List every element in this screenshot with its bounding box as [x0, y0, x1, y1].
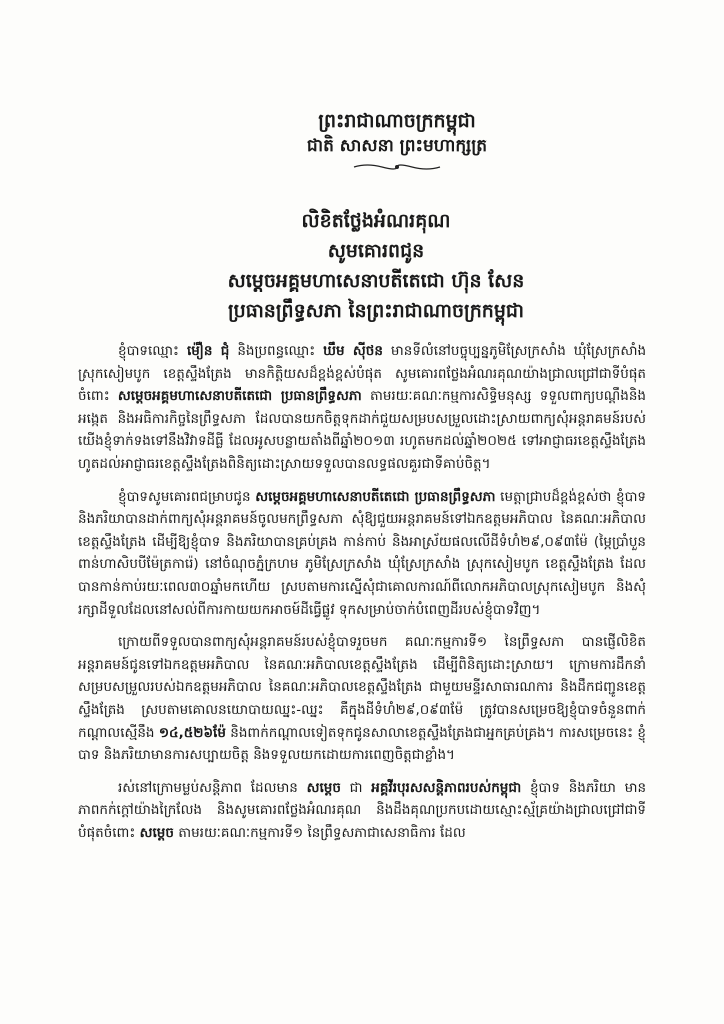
paragraph-4	[78, 777, 646, 845]
text: ខ្ញុំបាទឈ្មោះ	[118, 343, 179, 359]
recipient-emphasis: សម្តេចអគ្គមហាសេនាបតីតេជោ ប្រធានព្រឹទ្ធសភា	[117, 388, 362, 405]
area-emphasis: ១៤,៥២៦ម៉ែ	[158, 724, 226, 741]
title-line-respect: សូមគោរពជូន	[327, 240, 425, 262]
name-wife: ឃឹម ស៊ីថន	[323, 343, 383, 359]
paragraph-2	[78, 486, 646, 622]
text: រស់នៅក្រោមម្លប់សន្តិភាព ដែលមាន	[118, 779, 298, 796]
title-emphasis: អគ្គវីរបុរសសន្តិភាពរបស់កម្ពុជា	[371, 779, 522, 796]
text: និងប្រពន្ធឈ្មោះ	[237, 343, 316, 359]
recipient-emphasis: សម្តេចអគ្គមហាសេនាបតីតេជោ ប្រធានព្រឹទ្ធសភា	[255, 488, 496, 505]
national-motto: ជាតិ សាសនា ព្រះមហាក្សត្រ	[306, 136, 488, 156]
text: ជា	[349, 779, 363, 796]
paragraph-1	[78, 340, 646, 476]
ornament-divider-icon	[352, 162, 442, 172]
text: និងពាក់កណ្តាលទៀតទុកជូនសាលាខេត្តស្ទឹងត្រែងជាអ្នកគ្រប់គ្រង។ ការសម្រេចនេះ ខ្ញុំបាទ និងភរិយាមានការសប្បាយចិត្ត និងទទួលយកដោយការពេញចិត្តជាខ្លាំង។	[78, 724, 646, 764]
recipient-emphasis: សម្តេច	[306, 779, 341, 796]
text: មានទីលំនៅបច្ចុប្បន្នភូមិស្រែក្រសាំង ឃុំស្រែក្រសាំង ស្រុកសៀមបូក ខេត្តស្ទឹងត្រែង មានកិត្តិយសដ៏ខ្ពង់ខ្ពស់បំផុត សូមគោរពថ្លែងអំណរគុណយ៉ាងជ្រាលជ្រៅជាទីបំផុតចំពោះ	[78, 343, 647, 405]
letter-title	[106, 206, 646, 326]
text: ក្រោយពីទទួលបានពាក្យសុំអន្តរាគមន៍របស់ខ្ញុំបាទរួចមក គណៈកម្មការទី១ នៃព្រឹទ្ធសភា បានផ្ញើលិខិតអន្តរាគមន៍ជូនទៅឯកឧត្តមអភិបាល នៃគណៈអភិបាលខេត្តស្ទឹងត្រែង ដើម្បីពិនិត្យដោះស្រាយ។ ក្រោមការដឹកនាំសម្របសម្រួលរបស់ឯកឧត្តមអភិបាល នៃគណៈអភិបាលខេត្តស្ទឹងត្រែង ជាមួយមន្ទីរសាធារណការ និងដឹកជញ្ជូនខេត្តស្ទឹងត្រែង ស្របតាមគោលនយោបាយឈ្នះ-ឈ្នះ គឺក្នុងដីទំហំ២៩,០៩៣ម៉ែ ត្រូវបានសម្រេចឱ្យខ្ញុំបាទចំនួនពាក់កណ្តាលស្មើនឹង	[78, 634, 646, 741]
title-line-position: ប្រធានព្រឹទ្ធសភា នៃព្រះរាជាណាចក្រកម្ពុជា	[228, 300, 524, 322]
paragraph-3	[78, 631, 646, 767]
text: ខ្ញុំបាទ និងភរិយា មានភាពកក់ក្តៅយ៉ាងក្រៃលែង និងសូមគោរពថ្លែងអំណរគុណ និងដឹងគុណប្រកបដោយស្មោះស្ម័គ្រយ៉ាងជ្រាលជ្រៅជាទីបំផុតចំពោះ	[78, 779, 647, 841]
name-husband: ម៉ឿន ជុំ	[186, 343, 230, 359]
title-line-recipient: សម្តេចអគ្គមហាសេនាបតីតេជោ ហ៊ុន សែន	[227, 270, 525, 292]
text: តាមរយៈគណៈកម្មការសិទ្ធិមនុស្ស ទទួលពាក្យបណ្តឹងនិងអង្កេត និងអធិការកិច្ចនៃព្រឹទ្ធសភា ដែលបានយកចិត្តទុកដាក់ជួយសម្របសម្រួលដោះស្រាយពាក្យសុំអន្តរាគមន៍របស់យើងខ្ញុំទាក់ទងទៅនឹងវិវាទដីធ្លី ដែលអូសបន្លាយតាំងពីឆ្នាំ២០១៣ រហូតមកដល់ឆ្នាំ២០២៥ ទៅអាជ្ញាធរខេត្តស្ទឹងត្រែង ហូតដល់អាជ្ញាធរខេត្តស្ទឹងត្រែងពិនិត្យដោះស្រាយទទួលបានលទ្ធផលគួរជាទីគាប់ចិត្ត។	[78, 388, 646, 472]
letter-body	[78, 340, 646, 844]
text: មេត្តាជ្រាបដ៏ខ្ពង់ខ្ពស់ថា ខ្ញុំបាទ និងភរិយាបានដាក់ពាក្យសុំអន្តរាគមន៍ចូលមកព្រឹទ្ធសភា សុំឱ្យជួយអន្តរាគមន៍ទៅឯកឧត្តមអភិបាល នៃគណៈអភិបាលខេត្តស្ទឹងត្រែង ដើម្បីឱ្យខ្ញុំបាទ និងភរិយាបានគ្រប់គ្រង កាន់កាប់ និងអាស្រ័យផលលើដីទំហំ២៩,០៩៣ម៉ែ (ម្ភៃប្រាំបួនពាន់ហាសិបបីម៉ែត្រការ៉េ) នៅចំណុចភ្នំក្រហម ភូមិស្រែក្រសាំង ឃុំស្រែក្រសាំង ស្រុកសៀមបូក ខេត្តស្ទឹងត្រែង ដែលបានកាន់កាប់រយៈពេល៣០ឆ្នាំមកហើយ ស្របតាមការស្នើសុំជាគោលការណ៍ពីលោកអភិបាលស្រុកសៀមបូក និងសុំរក្សាដីទួលដែលនៅសល់ពីការកាយយកអាចម៍ដីធ្វើផ្លូវ ទុកសម្រាប់ចាក់បំពេញដីរបស់ខ្ញុំបាទវិញ។	[78, 488, 646, 618]
text: ខ្ញុំបាទសូមគោរពជម្រាបជូន	[118, 488, 251, 505]
kingdom-name: ព្រះរាជាណាចក្រកម្ពុជា	[318, 110, 476, 132]
text: តាមរយៈគណៈកម្មការទី១ នៃព្រឹទ្ធសភាជាសេនាធិការ ដែល	[178, 824, 466, 841]
title-line-thanks: លិខិតថ្លែងអំណរគុណ	[301, 210, 451, 232]
letter-header	[148, 108, 646, 172]
recipient-emphasis: សម្តេច	[139, 824, 174, 841]
